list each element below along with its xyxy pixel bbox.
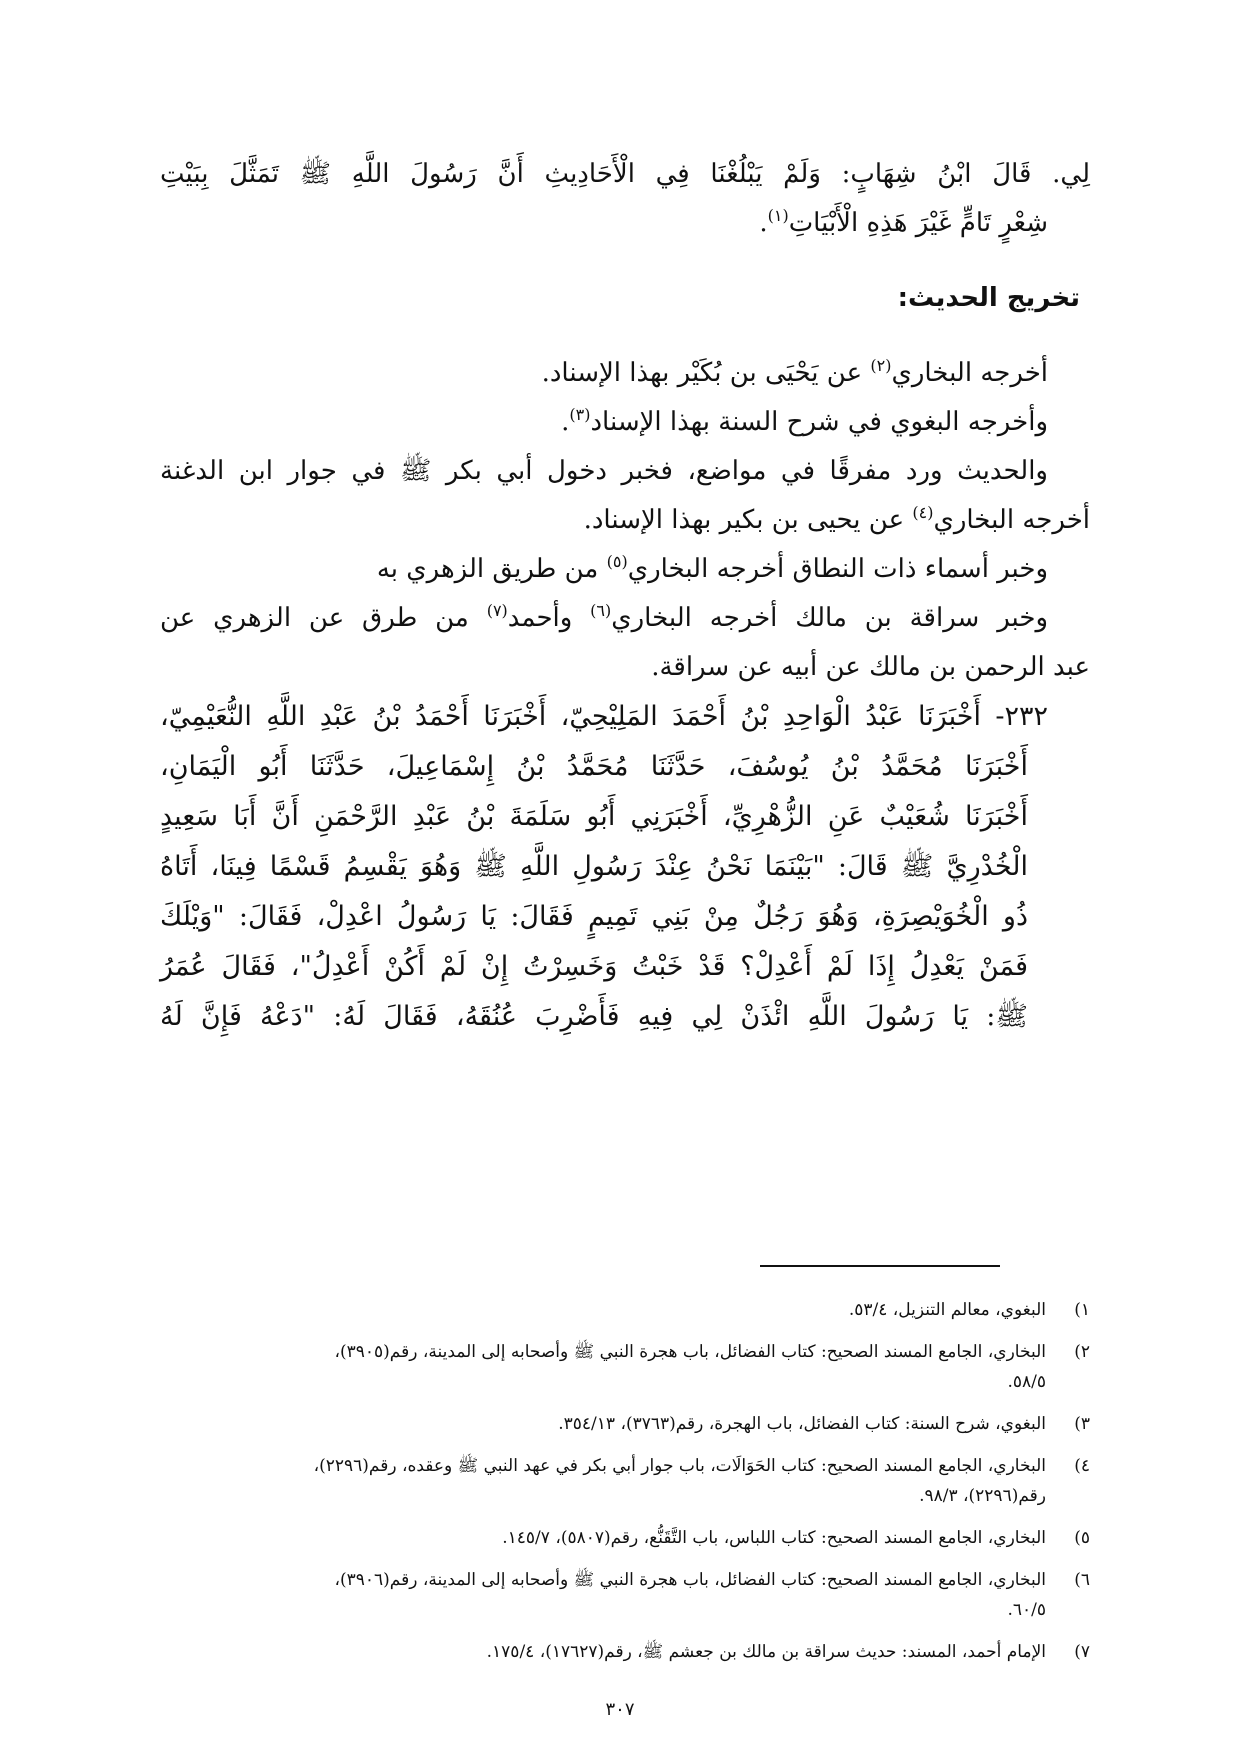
footnote-4 [160,1451,1090,1511]
hadith-line-7: ﷺ: يَا رَسُولَ اللَّهِ ائْذَنْ لِي فِيهِ فَأَضْرِبَ عُنُقَهُ، فَقَالَ لَهُ: "دَعْهُ فَإِنَّ لَهُ [160,1001,1028,1032]
footnote-number: ٢) [1074,1342,1090,1362]
footnote-ref-3: (٣) [569,405,591,424]
paragraph-5-c: من طرق عن الزهري عن [160,603,487,633]
text-line-2 [160,199,1090,248]
paragraph-5-b: وأحمد [507,603,591,633]
footnote-1 [160,1295,1090,1325]
footnote-number: ١) [1074,1300,1090,1320]
paragraph-3-line-2-b: عن يحيى بن بكير بهذا الإسناد. [583,505,913,535]
footnote-ref-7: (٧) [486,601,508,620]
hadith-line-1: ٢٣٢- أَخْبَرَنَا عَبْدُ الْوَاحِدِ بْنُ أَحْمَدَ المَلِيْحِيّ، أَخْبَرَنَا أَحْمَدُ بْنُ عَبْدِ اللَّهِ النُّعَيْمِيّ، [160,701,1048,732]
paragraph-1 [160,349,1090,398]
footnote-number: ٥) [1074,1528,1090,1548]
footnote-text: البخاري، الجامع المسند الصحيح: كتاب الفضائل، باب هجرة النبي ﷺ وأصحابه إلى المدينة، رقم(٣٩٠٦)، [334,1570,1046,1590]
footnote-text-cont: رقم(٢٢٩٦)، ٩٨/٣. [919,1486,1046,1506]
footnotes [160,1295,1090,1679]
footnote-number: ٣) [1074,1414,1090,1434]
hadith-line-2: أَخْبَرَنَا مُحَمَّدُ بْنُ يُوسُفَ، حَدَّثَنَا مُحَمَّدُ بْنُ إِسْمَاعِيلَ، حَدَّثَنَا أَبُو الْيَمَانِ، [160,751,1028,782]
paragraph-2 [160,398,1090,447]
footnote-text: البخاري، الجامع المسند الصحيح: كتاب الفضائل، باب هجرة النبي ﷺ وأصحابه إلى المدينة، رقم(٣٩٠٥)، [334,1342,1046,1362]
footnote-number: ٧) [1074,1642,1090,1662]
footnote-5 [160,1523,1090,1553]
footnote-text: البغوي، شرح السنة: كتاب الفضائل، باب الهجرة، رقم(٣٧٦٣)، ٣٥٤/١٣. [558,1414,1046,1434]
paragraph-5-line-2: عبد الرحمن بن مالك عن أبيه عن سراقة. [651,652,1090,682]
text-line-2-body: شِعْرٍ تَامٍّ غَيْرَ هَذِهِ الْأَبْيَاتِ [788,208,1048,238]
footnote-2 [160,1337,1090,1397]
footnote-text-cont: ٦٠/٥. [1007,1600,1046,1620]
paragraph-5-line-1 [160,594,1090,643]
paragraph-3-line-1: والحديث ورد مفرقًا في مواضع، فخبر دخول أبي بكر ﷺ في جوار ابن الدغنة [160,456,1048,486]
footnote-text: الإمام أحمد، المسند: حديث سراقة بن مالك بن جعشم ﷺ، رقم(١٧٦٢٧)، ١٧٥/٤. [486,1642,1046,1662]
hadith-line-6: فَمَنْ يَعْدِلُ إِذَا لَمْ أَعْدِلْ؟ قَدْ خَبْتُ وَخَسِرْتُ إِنْ لَمْ أَكُنْ أَعْدِلُ"، فَقَالَ عُمَرُ [160,951,1028,982]
page-number: ٣٠٧ [605,1699,635,1720]
text-line-2-end: . [759,208,768,238]
paragraph-1-b: عن يَحْيَى بن بُكَيْر بهذا الإسناد. [541,358,871,388]
footnote-ref-6: (٦) [590,601,612,620]
footnote-text: البغوي، معالم التنزيل، ٥٣/٤. [848,1300,1046,1320]
paragraph-1-a: أخرجه البخاري [891,358,1048,388]
paragraph-4 [160,545,1090,594]
footnote-number: ٤) [1074,1456,1090,1476]
footnote-number: ٦) [1074,1570,1090,1590]
hadith-line-4: الْخُدْرِيَّ ﷺ قَالَ: "بَيْنَمَا نَحْنُ عِنْدَ رَسُولِ اللَّهِ ﷺ وَهُوَ يَقْسِمُ قَسْمًا فِينَا، أَتَاهُ [160,851,1028,882]
footnote-separator [760,1265,1000,1267]
footnote-ref-2: (٢) [870,356,892,375]
hadith-line-3: أَخْبَرَنَا شُعَيْبٌ عَنِ الزُّهْرِيِّ، أَخْبَرَنِي أَبُو سَلَمَةَ بْنُ عَبْدِ الرَّحْمَنِ أَنَّ أَبَا سَعِيدٍ [160,801,1028,832]
section-heading: تخريج الحديث: [897,283,1080,313]
paragraph-3-line-2-a: أخرجه البخاري [933,505,1090,535]
footnote-7 [160,1637,1090,1667]
footnote-3 [160,1409,1090,1439]
footnote-ref-1: (١) [767,206,789,225]
main-text [160,150,1090,1042]
paragraph-3-line-2 [160,496,1090,545]
footnote-text: البخاري، الجامع المسند الصحيح: كتاب الحَوَالَات، باب جوار أبي بكر في عهد النبي ﷺ وعقده، رقم(٢٢٩٦)، [313,1456,1046,1476]
paragraph-4-b: من طريق الزهري به [376,554,607,584]
paragraph-4-a: وخبر أسماء ذات النطاق أخرجه البخاري [627,554,1048,584]
footnote-text-cont: ٥٨/٥. [1007,1372,1046,1392]
paragraph-2-a: وأخرجه البغوي في شرح السنة بهذا الإسناد [590,407,1048,437]
footnote-ref-5: (٥) [606,552,628,571]
hadith-line-5: ذُو الْخُوَيْصِرَةِ، وَهُوَ رَجُلٌ مِنْ بَنِي تَمِيمٍ فَقَالَ: يَا رَسُولُ اعْدِلْ، فَقَالَ: "وَيْلَكَ [160,901,1028,932]
text-line-1: لِي. قَالَ ابْنُ شِهَابٍ: وَلَمْ يَبْلُغْنَا فِي الْأَحَادِيثِ أَنَّ رَسُولَ اللَّهِ ﷺ تَمَثَّلَ بِبَيْتِ [160,159,1090,189]
paragraph-2-b: . [561,407,570,437]
footnote-ref-4: (٤) [912,503,934,522]
paragraph-5-a: وخبر سراقة بن مالك أخرجه البخاري [611,603,1049,633]
footnote-6 [160,1565,1090,1625]
footnote-text: البخاري، الجامع المسند الصحيح: كتاب اللباس، باب التَّقَنُّع، رقم(٥٨٠٧)، ١٤٥/٧. [502,1528,1046,1548]
